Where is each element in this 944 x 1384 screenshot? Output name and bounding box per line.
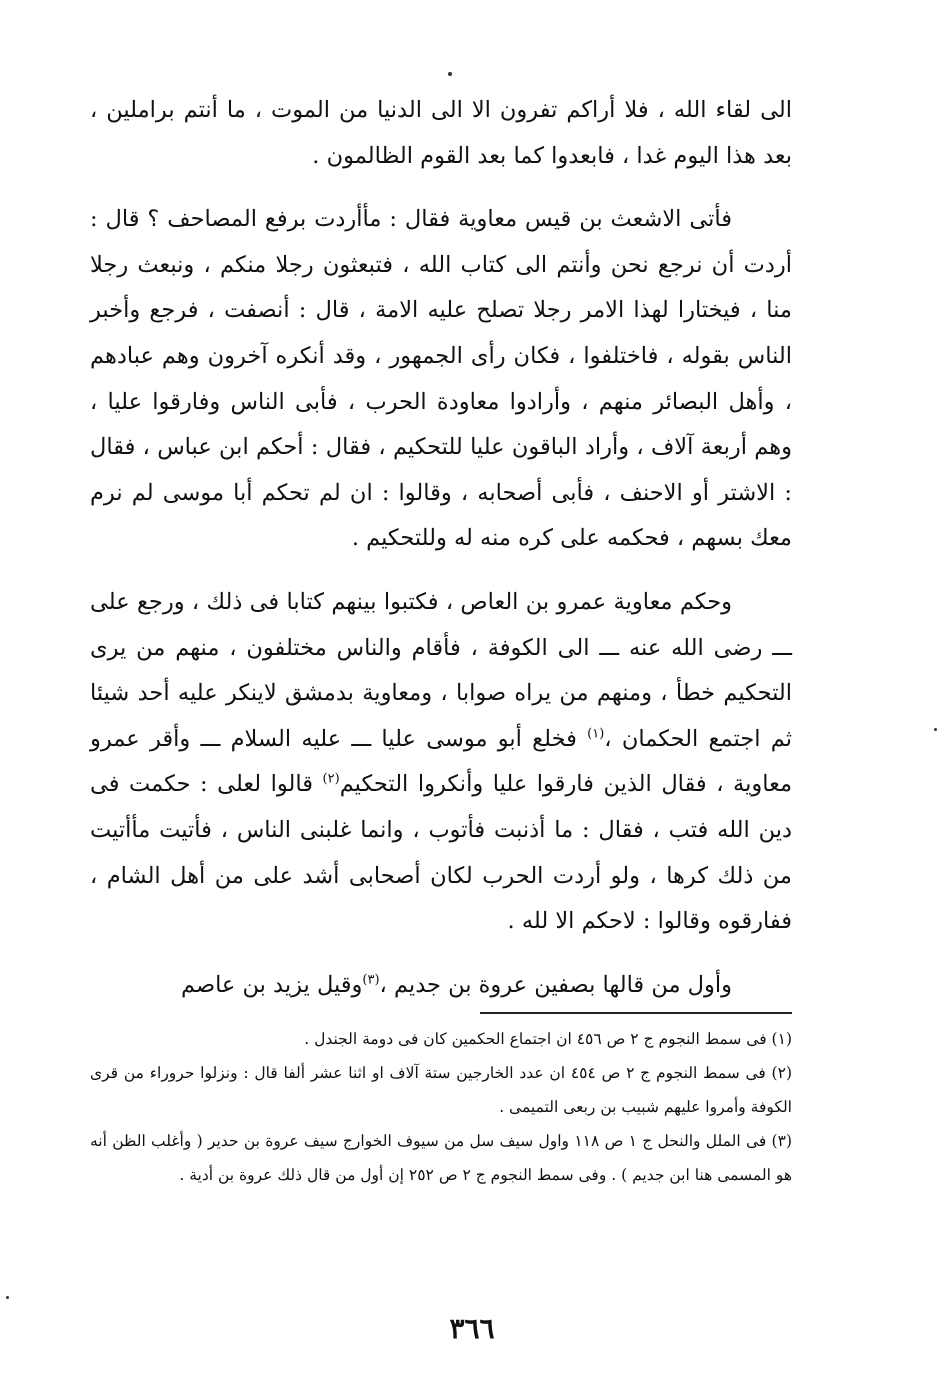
scan-speck bbox=[6, 1296, 9, 1299]
footnote-ref-1: (١) bbox=[587, 726, 605, 742]
paragraph-2: فأتى الاشعث بن قيس معاوية فقال : مأأردت برفع المصاحف ؟ قال : أردت أن نرجع نحن وأنتم الى كتاب الله ، فتبعثون رجلا منكم ، ونبعث رجلا منا ، فيختارا لهذا الامر رجلا تصلح عليه الامة ، قال : أنصفت ، فرجع وأخبر الناس بقوله ، فاختلفوا ، فكان رأى الجمهور ، وقد أنكره آخرون وهم عبادهم ، وأهل البصائر منهم ، وأرادوا معاودة الحرب ، فأبى الناس وفارقوا عليا ، وهم أربعة آلاف ، وأراد الباقون عليا للتحكيم ، فقال : أحكم ابن عباس ، فقال : الاشتر أو الاحنف ، فأبى أصحابه ، وقالوا : ان لم تحكم أبا موسى لم نرم معك بسهم ، فحكمه على كره منه له وللتحكيم . bbox=[90, 206, 792, 552]
footnotes bbox=[90, 1022, 792, 1192]
scan-speck bbox=[448, 72, 452, 76]
paragraph-4 bbox=[90, 963, 792, 1009]
footnote-ref-2: (٢) bbox=[322, 771, 340, 787]
footnote-1: (١) فى سمط النجوم ج ٢ ص ٤٥٦ ان اجتماع الحكمين كان فى دومة الجندل . bbox=[304, 1030, 792, 1048]
paragraph-1: الى لقاء الله ، فلا أراكم تفرون الا الى الدنيا من الموت ، ما أنتم براملين ، بعد هذا اليوم غدا ، فابعدوا كما بعد القوم الظالمون . bbox=[90, 97, 792, 169]
footnote-3: (٣) فى الملل والنحل ج ١ ص ١١٨ واول سيف سل من سيوف الخوارج سيف عروة بن حدير ( وأغلب الظن أنه هو المسمى هنا ابن جديم ) . وفى سمط النجوم ج ٢ ص ٢٥٢ إن أول من قال ذلك عروة بن أدية . bbox=[90, 1132, 792, 1184]
paragraph-4-text-a: وأول من قالها بصفين عروة بن جديم ، bbox=[379, 971, 732, 998]
paragraph-4-text-b: وقيل يزيد بن عاصم bbox=[181, 971, 363, 998]
page-number: ٣٦٦ bbox=[449, 1312, 495, 1345]
paragraph-3-text-a: وحكم معاوية عمرو بن العاص ، فكتبوا بينهم كتابا فى ذلك ، ورجع على ـــ رضى الله عنه ـــ الى الكوفة ، فأقام والناس مختلفون ، منهم من يرى التحكيم خطأ ، ومنهم من يراه صوابا ، ومعاوية بدمشق لاينكر عليه أحد شيئا ثم اجتمع الحكمان ، bbox=[90, 588, 792, 752]
footnote-ref-3: (٣) bbox=[362, 972, 380, 988]
footnote-divider bbox=[480, 1012, 792, 1014]
scan-speck bbox=[934, 728, 937, 731]
paragraph-3 bbox=[90, 580, 792, 945]
paragraph-3-text-c: قالوا لعلى : حكمت فى دين الله فتب ، فقال : ما أذنبت فأتوب ، وانما غلبنى الناس ، فأتيت مأأتيت من ذلك كرها ، ولو أردت الحرب لكان أصحابى أشد على من أهل الشام ، ففارقوه وقالوا : لاحكم الا لله . bbox=[90, 771, 792, 935]
main-text bbox=[90, 88, 792, 1008]
paragraph-3-text-b: فخلع أبو موسى عليا ـــ عليه السلام ـــ وأقر عمرو معاوية ، فقال الذين فارقوا عليا وأنكروا التحكيم bbox=[90, 725, 792, 798]
footnote-2: (٢) فى سمط النجوم ج ٢ ص ٤٥٤ ان عدد الخارجين ستة آلاف او اثنا عشر ألفا قال : ونزلوا حروراء من قرى الكوفة وأمروا عليهم شبيب بن ربعى التميمى . bbox=[90, 1064, 792, 1116]
